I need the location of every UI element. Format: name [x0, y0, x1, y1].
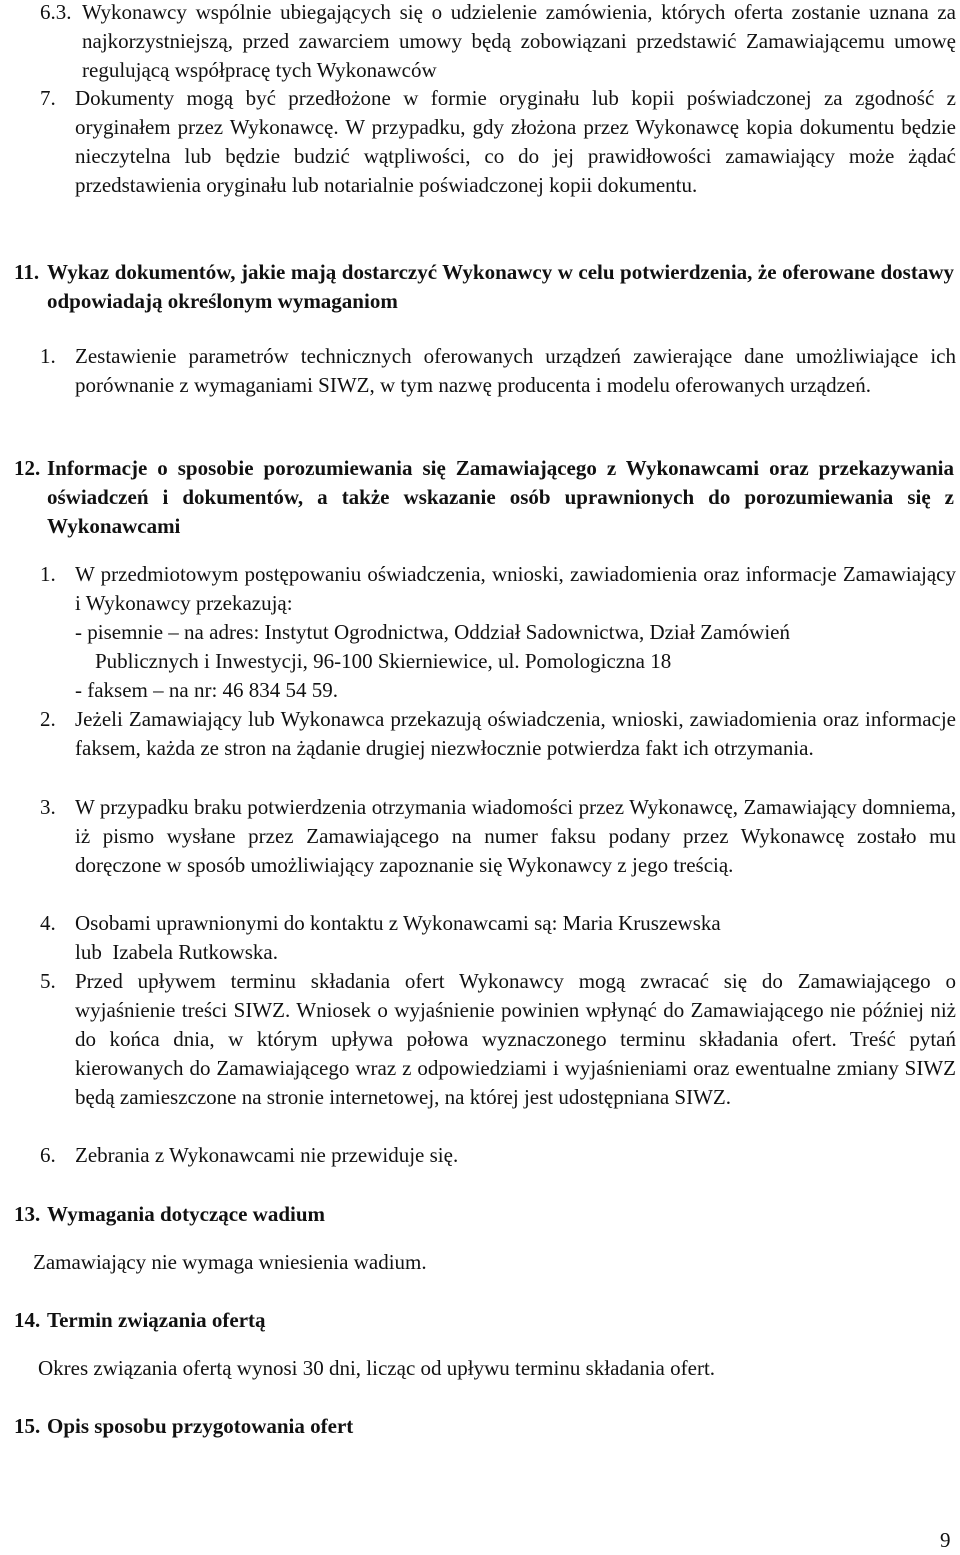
item-text: W przypadku braku potwierdzenia otrzymania wiadomości przez Wykonawcę, Zamawiający domniema, iż pismo wysłane przez Zamawiającego na numer faksu podany przez Wykonawcę zostało mu doręczone w sposób umożliwiający zapoznanie się Wykonawcy z jego treścią.: [75, 795, 956, 877]
item-7: [40, 84, 956, 200]
item-number: 4.: [40, 911, 56, 935]
item-12-3: [40, 793, 956, 880]
item-number: 1.: [40, 562, 56, 586]
item-12-4: [40, 909, 956, 967]
fax-line: - faksem – na nr: 46 834 54 59.: [75, 678, 339, 702]
section-heading-12: [14, 454, 954, 541]
address-line-1: - pisemnie – na adres: Instytut Ogrodnictwa, Oddział Sadownictwa, Dział Zamówień: [75, 620, 790, 644]
section-title: Opis sposobu przygotowania ofert: [47, 1414, 354, 1438]
section-number: 12.: [14, 456, 41, 480]
item-text: Wykonawcy wspólnie ubiegających się o udzielenie zamówienia, których oferta zostanie uznana za najkorzystniejszą, przed zawarciem umowy będą zobowiązani przedstawić Zamawiającemu umowę regulującą współpracę tych Wykonawców: [82, 0, 956, 82]
item-number: 6.3.: [40, 0, 72, 24]
address-line-2: Publicznych i Inwestycji, 96-100 Skierniewice, ul. Pomologiczna 18: [95, 649, 672, 673]
item-6-3: [40, 0, 956, 85]
section-number: 14.: [14, 1308, 41, 1332]
section-14-text: Okres związania ofertą wynosi 30 dni, licząc od upływu terminu składania ofert.: [38, 1356, 716, 1380]
section-number: 13.: [14, 1202, 41, 1226]
item-11-1: [40, 342, 956, 400]
item-number: 7.: [40, 86, 56, 110]
page-number: 9: [940, 1528, 951, 1552]
section-title: Termin związania ofertą: [47, 1308, 266, 1332]
section-heading-14: [14, 1306, 954, 1335]
item-number: 6.: [40, 1143, 56, 1167]
section-title: Wykaz dokumentów, jakie mają dostarczyć Wykonawcy w celu potwierdzenia, że oferowane dostawy odpowiadają określonym wymaganiom: [47, 260, 954, 313]
item-12-5: [40, 967, 956, 1112]
section-number: 11.: [14, 260, 40, 284]
item-number: 5.: [40, 969, 56, 993]
item-text: Jeżeli Zamawiający lub Wykonawca przekazują oświadczenia, wnioski, zawiadomienia oraz informacje faksem, każda ze stron na żądanie drugiej niezwłocznie potwierdza fakt ich otrzymania.: [75, 707, 956, 760]
section-number: 15.: [14, 1414, 41, 1438]
contact-line-1: Osobami uprawnionymi do kontaktu z Wykonawcami są: Maria Kruszewska: [75, 911, 721, 935]
contact-line-2: lub Izabela Rutkowska.: [75, 940, 278, 964]
item-12-1: [40, 560, 956, 705]
item-text: W przedmiotowym postępowaniu oświadczenia, wnioski, zawiadomienia oraz informacje Zamawiający i Wykonawcy przekazują:: [75, 562, 956, 615]
section-heading-11: [14, 258, 954, 316]
item-12-2: [40, 705, 956, 763]
item-text: Dokumenty mogą być przedłożone w formie oryginału lub kopii poświadczonej za zgodność z oryginałem przez Wykonawcę. W przypadku, gdy złożona przez Wykonawcę kopia dokumentu będzie nieczytelna lub będzie budzić wątpliwości, co do jej prawidłowości zamawiający może żądać przedstawienia oryginału lub notarialnie poświadczonej kopii dokumentu.: [75, 86, 956, 197]
item-number: 3.: [40, 795, 56, 819]
section-heading-13: [14, 1200, 954, 1229]
section-13-text: Zamawiający nie wymaga wniesienia wadium.: [33, 1250, 427, 1274]
item-number: 2.: [40, 707, 56, 731]
section-title: Wymagania dotyczące wadium: [47, 1202, 326, 1226]
section-title: Informacje o sposobie porozumiewania się Zamawiającego z Wykonawcami oraz przekazywania oświadczeń i dokumentów, a także wskazanie osób uprawnionych do porozumiewania się z Wykonawcami: [47, 456, 954, 538]
item-number: 1.: [40, 344, 56, 368]
item-text: Zebrania z Wykonawcami nie przewiduje się.: [75, 1143, 459, 1167]
section-heading-15: [14, 1412, 954, 1441]
item-12-6: [40, 1141, 956, 1170]
item-text: Przed upływem terminu składania ofert Wykonawcy mogą zwracać się do Zamawiającego o wyjaśnienie treści SIWZ. Wniosek o wyjaśnienie powinien wpłynąć do Zamawiającego nie później niż do końca dnia, w którym upływa połowa wyznaczonego terminu składania ofert. Treść pytań kierowanych do Zamawiającego wraz z odpowiedziami i wyjaśnieniami oraz ewentualne zmiany SIWZ będą zamieszczone na stronie internetowej, na której jest udostępniana SIWZ.: [75, 969, 956, 1109]
item-text: Zestawienie parametrów technicznych oferowanych urządzeń zawierające dane umożliwiające ich porównanie z wymaganiami SIWZ, w tym nazwę producenta i modelu oferowanych urządzeń.: [75, 344, 956, 397]
